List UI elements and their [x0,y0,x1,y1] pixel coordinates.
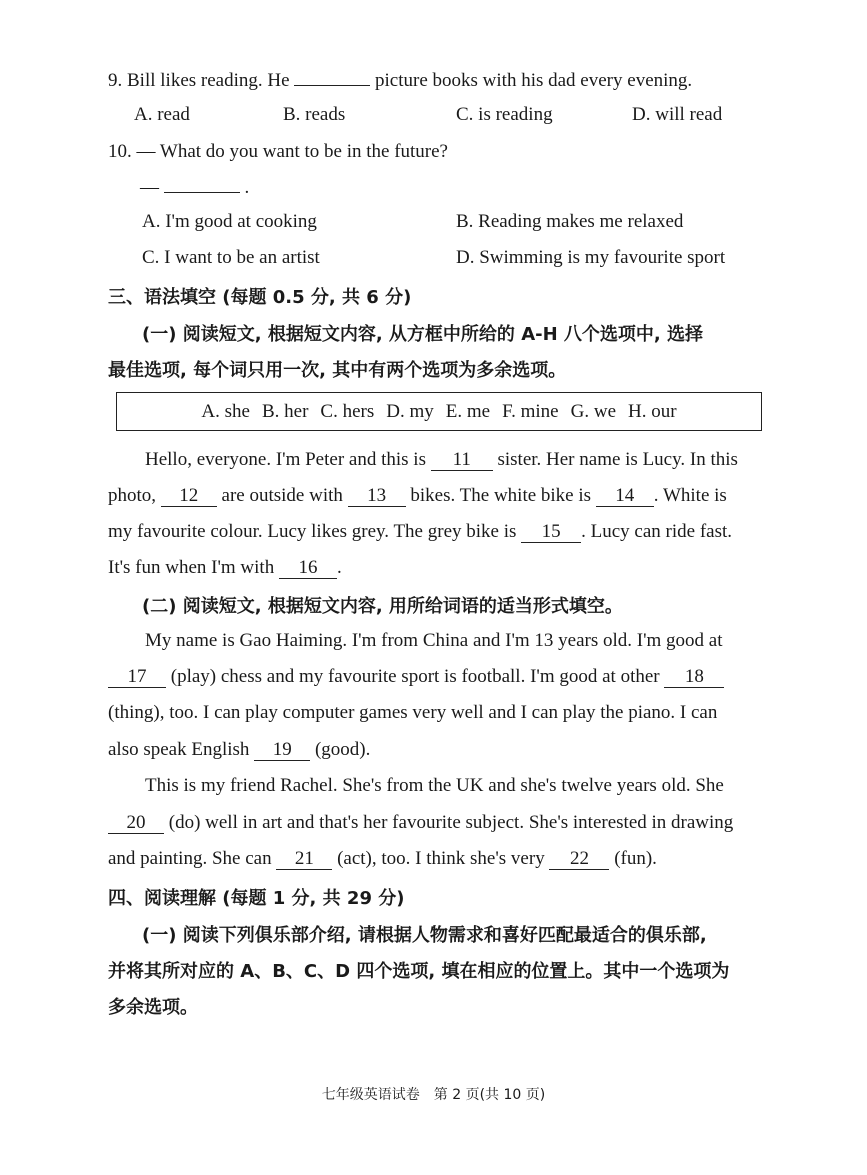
passage2-line6 [108,812,733,834]
q10-period: . [244,177,250,198]
passage2-line4 [108,739,370,761]
word-option-b: B. her [261,400,309,422]
blank-15: 15 [521,522,581,543]
word-option-c: C. hers [320,400,375,422]
word-option-g: G. we [570,400,617,422]
q9-option-b: B. reads [283,104,346,125]
passage2-line1: My name is Gao Haiming. I'm from China and I'm 13 years old. I'm good at [145,630,723,651]
passage1-text: . Lucy can ride fast. [581,521,733,542]
passage2-text: also speak English [108,739,250,760]
passage1-text: photo, [108,485,157,506]
passage1-text: sister. Her name is Lucy. In this [497,449,738,470]
passage1-text: It's fun when I'm with [108,557,275,578]
blank-22: 22 [549,849,609,870]
blank-17: 17 [108,667,166,688]
passage1-text: my favourite colour. Lucy likes grey. The grey bike is [108,521,517,542]
passage1-line2 [108,485,727,507]
q9-option-c: C. is reading [456,104,553,125]
q9-stem-pre: 9. Bill likes reading. He [108,70,290,91]
section3-part1-instr-line2: 最佳选项, 每个词只用一次, 其中有两个选项为多余选项。 [108,360,567,381]
q10-blank [164,192,240,193]
section4-instr-line1: (一) 阅读下列俱乐部介绍, 请根据人物需求和喜好匹配最适合的俱乐部, [142,925,707,946]
word-option-h: H. our [628,400,677,422]
section3-part1-instr-line1: (一) 阅读短文, 根据短文内容, 从方框中所给的 A-H 八个选项中, 选择 [142,324,704,345]
passage1-text: . [336,557,342,578]
section4-instr-line2: 并将其所对应的 A、B、C、D 四个选项, 填在相应的位置上。其中一个选项为 [108,961,730,982]
page-footer: 七年级英语试卷 第 2 页(共 10 页) [321,1087,546,1103]
passage1-line4 [108,557,342,579]
q9-option-d: D. will read [632,104,723,125]
passage1-text: . White is [653,485,727,506]
blank-18: 18 [664,667,724,688]
q10-answer-line [140,177,249,199]
word-option-f: F. mine [502,400,559,422]
section4-title: 四、阅读理解 (每题 1 分, 共 29 分) [108,888,405,909]
passage2-text: (fun). [614,848,657,869]
passage1-text: are outside with [221,485,343,506]
section4-instr-line3: 多余选项。 [108,997,198,1018]
passage2-line3: (thing), too. I can play computer games very well and I can play the piano. I can [108,702,718,723]
passage2-text: and painting. She can [108,848,272,869]
passage2-text: (good). [314,739,371,760]
word-option-a: A. she [201,400,250,422]
passage2-line2 [108,666,724,688]
passage2-line5: This is my friend Rachel. She's from the UK and she's twelve years old. She [145,775,724,796]
blank-11: 11 [431,450,493,471]
passage1-line3 [108,521,732,543]
q10-stem: 10. — What do you want to be in the future? [108,141,448,162]
section3-part2-instr: (二) 阅读短文, 根据短文内容, 用所给词语的适当形式填空。 [142,596,623,617]
q9-stem-post: picture books with his dad every evening. [375,70,693,91]
q10-option-d: D. Swimming is my favourite sport [456,247,726,268]
word-option-d: D. my [386,400,434,422]
passage1-text: bikes. The white bike is [410,485,592,506]
blank-16: 16 [279,558,337,579]
passage1-line1 [145,449,738,471]
passage2-text: (do) well in art and that's her favourite subject. She's interested in drawing [168,812,734,833]
q9-option-a: A. read [134,104,190,125]
q10-option-b: B. Reading makes me relaxed [456,211,684,232]
blank-21: 21 [276,849,332,870]
passage2-text: (play) chess and my favourite sport is football. I'm good at other [170,666,660,687]
q10-dash: — [140,177,159,198]
passage2-text: (act), too. I think she's very [337,848,545,869]
passage2-line7 [108,848,657,870]
section3-title: 三、语法填空 (每题 0.5 分, 共 6 分) [108,287,412,308]
blank-14: 14 [596,486,654,507]
blank-20: 20 [108,813,164,834]
blank-12: 12 [161,486,217,507]
q10-option-a: A. I'm good at cooking [142,211,317,232]
q10-option-c: C. I want to be an artist [142,247,320,268]
q9-blank [294,85,370,86]
word-option-e: E. me [445,400,491,422]
passage1-text: Hello, everyone. I'm Peter and this is [145,449,426,470]
blank-19: 19 [254,740,310,761]
blank-13: 13 [348,486,406,507]
q9-stem [108,70,692,92]
word-choice-box [116,392,762,431]
